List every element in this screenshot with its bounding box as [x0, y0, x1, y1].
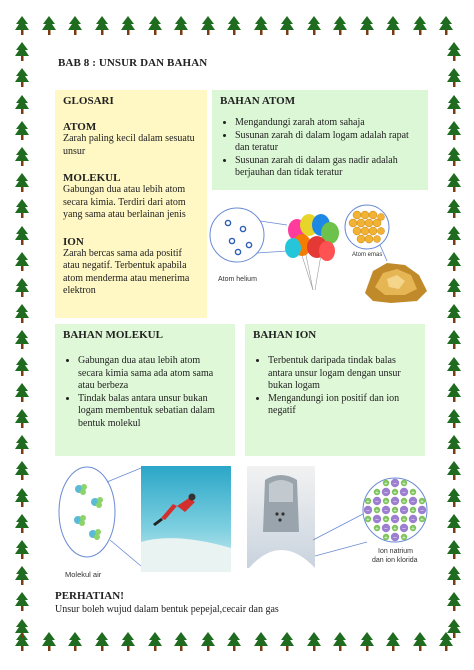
ion-charge-sign: +	[392, 507, 398, 514]
tree-border-icon	[446, 147, 462, 167]
tree-border-icon	[446, 619, 462, 639]
tree-border-icon	[279, 16, 295, 36]
ion-charge-sign: −	[410, 516, 416, 523]
tree-border-icon	[253, 632, 269, 652]
page-title: BAB 8 : UNSUR DAN BAHAN	[58, 57, 208, 69]
tree-border-icon	[306, 16, 322, 36]
tree-border-icon	[446, 435, 462, 455]
tree-border-icon	[94, 16, 110, 36]
tree-border-icon	[14, 357, 30, 377]
tree-border-icon	[14, 226, 30, 246]
tree-border-icon	[14, 592, 30, 612]
ion-charge-sign: +	[401, 516, 407, 523]
tree-border-icon	[14, 68, 30, 88]
tree-border-icon	[14, 435, 30, 455]
tree-border-icon	[446, 514, 462, 534]
ion-charge-sign: −	[392, 534, 398, 541]
notice-heading: PERHATIAN!	[55, 590, 124, 602]
tree-border-icon	[14, 252, 30, 272]
glossary-def-molekul: Gabungan dua atau lebih atom secara kimia. Terdiri dari atom yang sama atau berlainan jenis	[63, 184, 186, 220]
tree-border-icon	[446, 42, 462, 62]
tree-border-icon	[446, 121, 462, 141]
tree-border-icon	[306, 632, 322, 652]
tree-border-icon	[446, 199, 462, 219]
tree-border-icon	[446, 95, 462, 115]
tree-border-icon	[14, 461, 30, 481]
notice-text: Unsur boleh wujud dalam bentuk pepejal,cecair dan gas	[55, 604, 279, 615]
tree-border-icon	[446, 357, 462, 377]
tree-border-icon	[14, 121, 30, 141]
tree-border-icon	[446, 592, 462, 612]
bahan-atom-list	[220, 117, 420, 180]
tree-border-icon	[446, 409, 462, 429]
tree-border-icon	[332, 632, 348, 652]
tree-border-icon	[173, 632, 189, 652]
ion-charge-sign: −	[383, 489, 389, 496]
ion-charge-sign: +	[365, 516, 371, 523]
tree-border-icon	[359, 16, 375, 36]
ion-charge-sign: −	[410, 498, 416, 505]
ion-charge-sign: −	[392, 516, 398, 523]
tree-border-icon	[14, 540, 30, 560]
ion-charge-sign: +	[392, 525, 398, 532]
ion-charge-sign: +	[383, 480, 389, 487]
ion-charge-sign: +	[401, 480, 407, 487]
tree-border-icon	[446, 330, 462, 350]
ion-charge-sign: −	[392, 498, 398, 505]
ion-charge-sign: −	[401, 525, 407, 532]
ion-charge-sign: +	[410, 507, 416, 514]
list-item: • Susunan zarah di dalam logam adalah rapat dan teratur	[235, 130, 420, 155]
tree-border-icon	[14, 42, 30, 62]
label-molekul-air: Molekul air	[65, 570, 102, 579]
ion-charge-sign: −	[392, 480, 398, 487]
bahan-ion-box	[245, 324, 425, 456]
ion-charge-sign: −	[383, 525, 389, 532]
glossary-term-atom: ATOM	[63, 121, 97, 133]
list-item: • Terbentuk daripada tindak balas antara unsur logam dengan unsur bukan logam	[268, 355, 417, 393]
molekul-air-illustration	[55, 462, 235, 580]
tree-border-icon	[279, 632, 295, 652]
list-item: • Mengandungi ion positif dan ion negatif	[268, 393, 417, 418]
bahan-atom-box	[212, 90, 428, 190]
bahan-atom-heading: BAHAN ATOM	[220, 95, 296, 107]
tree-border-icon	[14, 330, 30, 350]
tree-border-icon	[67, 632, 83, 652]
ion-charge-sign: +	[383, 516, 389, 523]
glossary-def-ion: Zarah bercas sama ada positif atau negatif. Terbentuk apabila atom menderma atau menerima elektron	[63, 247, 190, 296]
label-ion-klorida: dan ion klorida	[372, 557, 418, 564]
bahan-molekul-heading: BAHAN MOLEKUL	[63, 329, 163, 341]
tree-border-icon	[446, 68, 462, 88]
ion-charge-sign: +	[410, 489, 416, 496]
tree-border-icon	[147, 632, 163, 652]
tree-border-icon	[14, 514, 30, 534]
bahan-molekul-list	[63, 355, 227, 430]
tree-border-icon	[446, 383, 462, 403]
bahan-molekul-box	[55, 324, 235, 456]
gold-nugget-image	[365, 263, 427, 303]
balloons-image	[285, 214, 339, 290]
tree-border-icon	[446, 488, 462, 508]
glossary-term-ion: ION	[63, 235, 84, 248]
ion-charge-sign: −	[419, 507, 425, 514]
tree-border-icon	[446, 173, 462, 193]
tree-border-icon	[14, 488, 30, 508]
tree-border-icon	[446, 226, 462, 246]
glossary-heading: GLOSARI	[63, 95, 114, 107]
label-ion-natrium: Ion natrium	[378, 548, 414, 555]
ion-charge-sign: −	[374, 498, 380, 505]
ion-charge-sign: +	[374, 507, 380, 514]
tree-border-icon	[438, 16, 454, 36]
tree-border-icon	[446, 252, 462, 272]
ion-charge-sign: +	[365, 498, 371, 505]
tree-border-icon	[446, 304, 462, 324]
tree-border-icon	[67, 16, 83, 36]
ion-charge-sign: +	[419, 498, 425, 505]
ion-charge-sign: −	[383, 507, 389, 514]
tree-border-icon	[446, 566, 462, 586]
ion-charge-sign: −	[365, 507, 371, 514]
tree-border-icon	[173, 16, 189, 36]
tree-border-icon	[120, 632, 136, 652]
list-item: • Susunan zarah di dalam gas nadir adalah berjauhan dan tidak teratur	[235, 155, 420, 180]
list-item: • Tindak balas antara unsur bukan logam membentuk sebatian dalam bentuk molekul	[78, 393, 227, 431]
label-atom-emas: Atom emas	[352, 252, 383, 258]
tree-border-icon	[14, 199, 30, 219]
glossary-term-molekul: MOLEKUL	[63, 172, 121, 184]
tree-border-icon	[14, 619, 30, 639]
tree-border-icon	[14, 95, 30, 115]
ion-charge-sign: +	[374, 489, 380, 496]
ion-charge-sign: −	[401, 489, 407, 496]
ion-charge-sign: +	[383, 534, 389, 541]
ion-charge-sign: −	[374, 516, 380, 523]
tree-border-icon	[147, 16, 163, 36]
tree-border-icon	[14, 566, 30, 586]
tree-border-icon	[94, 632, 110, 652]
tree-border-icon	[14, 147, 30, 167]
bahan-ion-list	[253, 355, 417, 418]
tree-border-icon	[14, 304, 30, 324]
tree-border-icon	[41, 632, 57, 652]
bahan-atom-illustration	[205, 195, 435, 310]
list-item: • Gabungan dua atau lebih atom secara kimia sama ada atom sama atau berbeza	[78, 355, 227, 393]
tree-border-icon	[200, 16, 216, 36]
tree-border-icon	[120, 16, 136, 36]
tree-border-icon	[226, 632, 242, 652]
tree-border-icon	[14, 278, 30, 298]
tree-border-icon	[446, 461, 462, 481]
bahan-ion-heading: BAHAN ION	[253, 329, 317, 341]
tree-border-icon	[14, 173, 30, 193]
ion-charge-sign: −	[401, 507, 407, 514]
tree-border-icon	[14, 16, 30, 36]
glossary-box	[55, 90, 207, 318]
tree-border-icon	[446, 278, 462, 298]
tree-border-icon	[41, 16, 57, 36]
tree-border-icon	[385, 632, 401, 652]
ion-charge-sign: +	[392, 489, 398, 496]
ion-charge-sign: +	[374, 525, 380, 532]
tree-border-icon	[412, 16, 428, 36]
tree-border-icon	[14, 383, 30, 403]
ion-charge-sign: +	[419, 516, 425, 523]
ion-charge-sign: +	[383, 498, 389, 505]
label-atom-helium: Atom helium	[218, 276, 257, 283]
list-item: • Mengandungi zarah atom sahaja	[235, 117, 420, 130]
tree-border-icon	[253, 16, 269, 36]
tree-border-icon	[385, 16, 401, 36]
ion-charge-sign: +	[401, 498, 407, 505]
ion-charge-sign: +	[401, 534, 407, 541]
tree-border-icon	[446, 540, 462, 560]
glossary-def-atom: Zarah paling kecil dalam sesuatu unsur	[63, 133, 195, 157]
ion-charge-sign: +	[410, 525, 416, 532]
tree-border-icon	[359, 632, 375, 652]
tree-border-icon	[14, 409, 30, 429]
water-molecule-circle	[59, 467, 115, 557]
tree-border-icon	[412, 632, 428, 652]
tree-border-icon	[200, 632, 216, 652]
tree-border-icon	[226, 16, 242, 36]
tree-border-icon	[332, 16, 348, 36]
